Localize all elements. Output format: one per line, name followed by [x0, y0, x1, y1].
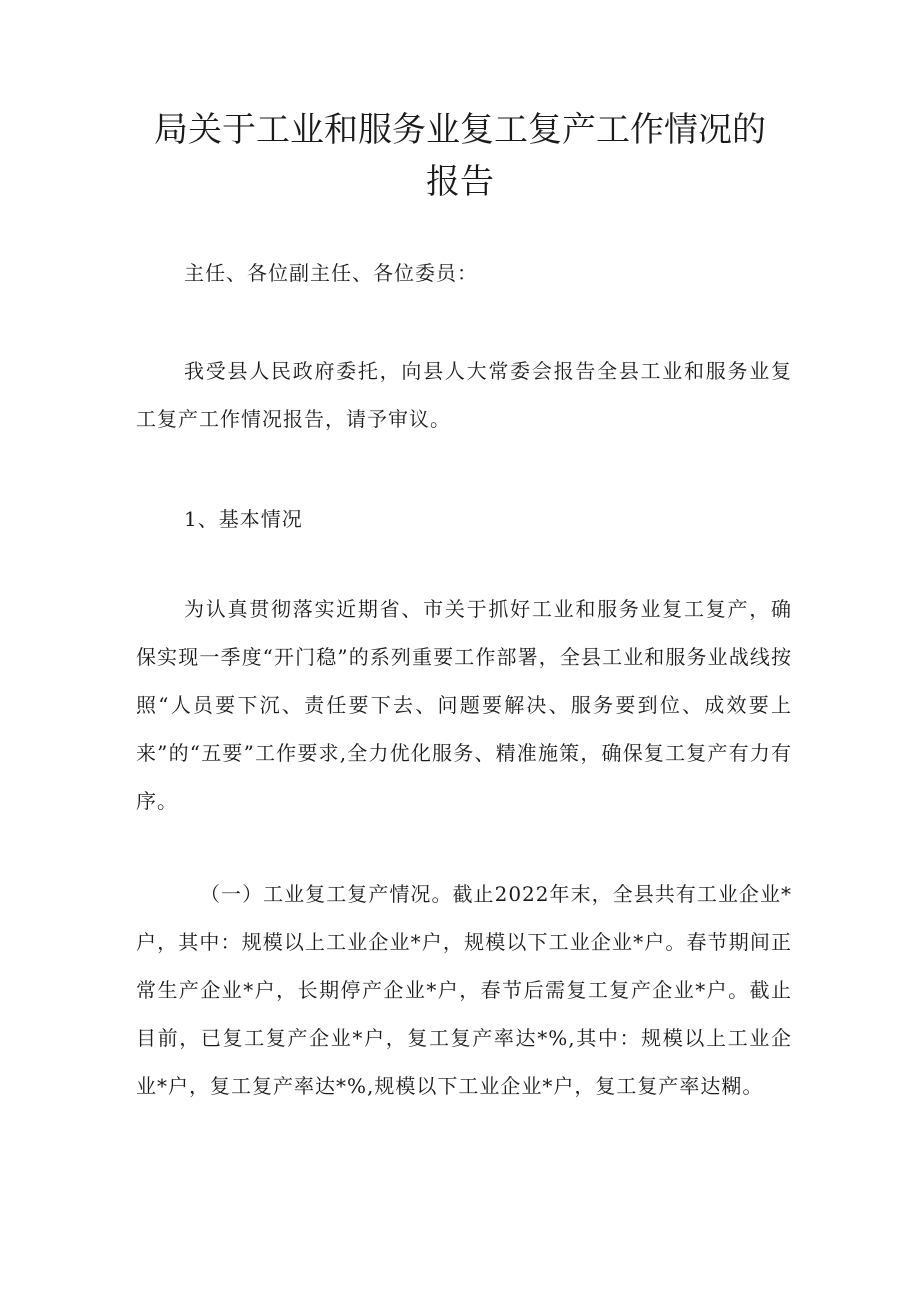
section-heading-basic-situation: 1、基本情况: [184, 507, 303, 531]
title-line-2: 报告: [426, 162, 494, 202]
industrial-resumption-paragraph: （一）工业复工复产情况。截止2022年末，全县共有工业企业*户，其中：规模以上工业企业*户，规模以下工业企业*户。春节期间正常生产企业*户，长期停产企业*户，春节后需复工复产企业*户。截止目前，已复工复产企业*户，复工复产率达*%,其中：规模以上工业企业*户，复工复产率达*%,规模以下工业企业*户，复工复产率达糊。: [136, 882, 792, 1098]
intro-paragraph: 我受县人民政府委托，向县人大常委会报告全县工业和服务业复工复产工作情况报告，请予审议。: [136, 359, 792, 431]
title-line-1: 局关于工业和服务业复工复产工作情况的: [154, 110, 766, 150]
section1-paragraph: 为认真贯彻落实近期省、市关于抓好工业和服务业复工复产，确保实现一季度“开门稳”的系列重要工作部署，全县工业和服务业战线按照“人员要下沉、责任要下去、问题要解决、服务要到位、成效要上来”的“五要”工作要求,全力优化服务、精准施策，确保复工复产有力有序。: [136, 597, 792, 813]
document-title: [120, 104, 800, 208]
salutation: 主任、各位副主任、各位委员：: [184, 261, 478, 285]
